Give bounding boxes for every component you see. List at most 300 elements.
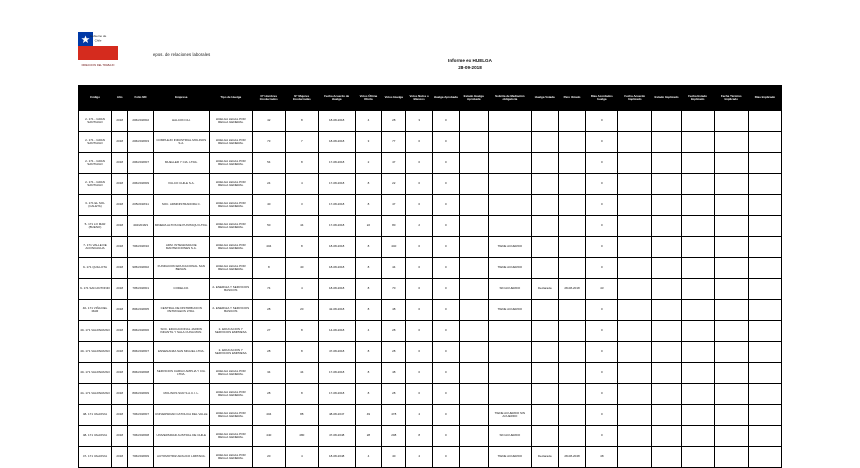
table-cell [748, 384, 781, 405]
table-cell [459, 174, 488, 195]
table-cell [748, 111, 781, 132]
table-cell [714, 174, 748, 195]
table-cell: 34 [252, 363, 285, 384]
table-cell: 8 [285, 111, 318, 132]
table-cell: 20 [252, 447, 285, 468]
table-cell: HALCON CH. [153, 111, 209, 132]
table-cell [748, 174, 781, 195]
table-cell: 0 [432, 363, 459, 384]
department-line: epos. de relaciones laborales [153, 52, 211, 57]
table-cell [488, 342, 531, 363]
table-cell: 0 [406, 321, 433, 342]
table-cell: HUELGA LEGAL POR REGLA GENERAL [209, 258, 252, 279]
table-cell: 18-08-2018 [318, 237, 355, 258]
table-cell [652, 384, 681, 405]
table-cell [459, 132, 488, 153]
table-cell: 74 [252, 279, 285, 300]
table-cell: HUELGA LEGAL POR REGLA GENERAL [209, 195, 252, 216]
table-cell [748, 300, 781, 321]
table-row [79, 321, 782, 342]
table-cell: 402/2018/1 [128, 216, 153, 237]
table-cell: 206/2018/07 [128, 153, 153, 174]
table-cell: 4 [285, 174, 318, 195]
table-cell: TIENE ACUERDO [488, 300, 531, 321]
table-cell [714, 111, 748, 132]
table-cell [714, 237, 748, 258]
table-cell: 2018 [111, 405, 127, 426]
table-cell [488, 321, 531, 342]
table-cell: HUELGA LEGAL POR REGLA GENERAL [209, 447, 252, 468]
report-table-container [78, 85, 782, 468]
table-cell: 8 [355, 300, 382, 321]
table-cell: 48-08-2047 [318, 405, 355, 426]
table-cell [488, 216, 531, 237]
table-cell: 8 [285, 153, 318, 174]
table-cell: 8 [355, 342, 382, 363]
table-cell: 49 [355, 405, 382, 426]
table-cell: 0 [432, 384, 459, 405]
table-cell: 0 [432, 195, 459, 216]
svg-text:Gobierno de: Gobierno de [89, 34, 107, 38]
column-header[interactable]: Fecha Acuerdo de Huelga [318, 86, 355, 111]
table-cell [652, 342, 681, 363]
table-cell: 706/2018/07 [128, 405, 153, 426]
column-header[interactable]: Año [111, 86, 127, 111]
table-cell: CODELCO. [153, 279, 209, 300]
table-cell: 2018 [111, 342, 127, 363]
table-cell: 4 [285, 447, 318, 468]
column-header[interactable]: N° Mujeres Involucradas [285, 86, 318, 111]
column-header[interactable]: Solicita de Mediación obligatoria [488, 86, 531, 111]
table-cell [488, 363, 531, 384]
table-cell: 2018 [111, 426, 127, 447]
table-cell [652, 111, 681, 132]
table-cell: 806/2018/06 [128, 321, 153, 342]
table-cell: 8 [285, 321, 318, 342]
table-cell: 208 [382, 426, 406, 447]
table-cell [681, 405, 714, 426]
table-row [79, 384, 782, 405]
table-cell: 17-08-2018 [318, 195, 355, 216]
table-cell: 4 [285, 279, 318, 300]
table-row [79, 279, 782, 300]
svg-text:Chile: Chile [94, 38, 102, 43]
table-cell: 28 [382, 111, 406, 132]
table-cell: UNIVERSIDAD AUSTRAL DE CHILE [153, 426, 209, 447]
table-cell: 7 [285, 132, 318, 153]
column-header[interactable]: Días Implicado [748, 86, 781, 111]
table-cell [714, 321, 748, 342]
table-cell: 206/2018/02 [128, 111, 153, 132]
table-row [79, 363, 782, 384]
table-cell: 206/2018/09 [128, 174, 153, 195]
table-cell: HUELGA LEGAL POR REGLA GENERAL [209, 153, 252, 174]
column-header[interactable]: Fecha Estado Implicado [681, 86, 714, 111]
table-cell [618, 384, 652, 405]
table-row [79, 405, 782, 426]
table-cell: 2018 [111, 279, 127, 300]
table-cell: 905/2018/02 [128, 258, 153, 279]
table-cell [681, 426, 714, 447]
table-cell [531, 405, 558, 426]
column-header[interactable]: Tipo de Huelga [209, 86, 252, 111]
table-cell [459, 237, 488, 258]
table-cell: 28 [382, 342, 406, 363]
table-cell: 404 [252, 405, 285, 426]
table-cell: 28-08-2048 [558, 447, 586, 468]
table-cell: 0 [586, 258, 618, 279]
table-cell [681, 216, 714, 237]
table-cell: 44 [382, 258, 406, 279]
table-cell: 8 [355, 258, 382, 279]
table-cell: HUELGA LEGAL POR REGLA GENERAL [209, 426, 252, 447]
table-cell [459, 384, 488, 405]
table-cell [459, 279, 488, 300]
table-cell: 0 [432, 426, 459, 447]
table-cell: CENTRAL DE DISTRIBUCION PETROLEOS LTDA. [153, 300, 209, 321]
table-cell: 0 [432, 216, 459, 237]
table-cell: 706/2018/09 [128, 447, 153, 468]
table-row [79, 174, 782, 195]
table-cell: 0 [432, 237, 459, 258]
table-cell [558, 258, 586, 279]
gobierno-de-chile-logo [78, 30, 118, 72]
table-cell: 42 [252, 111, 285, 132]
table-cell [618, 237, 652, 258]
table-cell: 0 [586, 132, 618, 153]
table-cell: 44 [285, 363, 318, 384]
table-cell: 40- 171 VALPARAISO [79, 363, 112, 384]
table-cell: 2018 [111, 363, 127, 384]
table-cell: 40 [285, 258, 318, 279]
table-cell: 205/2018/11 [128, 195, 153, 216]
table-cell: 2 [406, 216, 433, 237]
column-header[interactable]: Huelga Votada [531, 86, 558, 111]
table-cell: TIENE ACUERDO SIN ACUERDO [488, 405, 531, 426]
table-cell: 2- ENERGIA Y SERVICIOS BASICOS [209, 279, 252, 300]
table-cell: 20 [285, 300, 318, 321]
table-cell [652, 258, 681, 279]
table-cell: 0 [586, 174, 618, 195]
table-cell: 2- EDUCACION Y SERVICIOS EMPRESA [209, 342, 252, 363]
table-cell: 0 [586, 195, 618, 216]
table-cell: 2- 171 - GRAN SANTIAGO [79, 111, 112, 132]
table-cell [558, 426, 586, 447]
table-cell [459, 342, 488, 363]
report-table [78, 85, 782, 468]
table-cell [618, 216, 652, 237]
table-cell: 0 [586, 405, 618, 426]
table-cell: 440 [252, 426, 285, 447]
table-cell: 8 [355, 363, 382, 384]
table-cell: 48 [382, 300, 406, 321]
table-cell [714, 300, 748, 321]
table-cell: 706/2018/08 [128, 426, 153, 447]
table-cell: 8 [355, 279, 382, 300]
table-cell: 40- 171 VIÑA DEL MAR [79, 300, 112, 321]
table-cell: 0 [586, 153, 618, 174]
table-cell: 0 [586, 300, 618, 321]
table-cell: 0 [406, 132, 433, 153]
table-cell [652, 174, 681, 195]
table-cell: 0 [432, 174, 459, 195]
table-cell: 4 [406, 405, 433, 426]
table-cell: 17-08-2018 [318, 153, 355, 174]
table-cell [714, 153, 748, 174]
table-cell: 22 [382, 174, 406, 195]
table-cell: 440 [382, 237, 406, 258]
table-cell: 0 [432, 342, 459, 363]
table-cell [459, 111, 488, 132]
table-cell [531, 237, 558, 258]
column-header[interactable]: Código [79, 86, 112, 111]
column-header[interactable]: Días Acordados huelga [586, 86, 618, 111]
table-cell [652, 153, 681, 174]
table-row [79, 132, 782, 153]
table-cell [459, 321, 488, 342]
table-cell: HUELGA LEGAL POR REGLA GENERAL [209, 132, 252, 153]
table-cell: 2018 [111, 153, 127, 174]
table-cell: 705/2018/01 [128, 279, 153, 300]
svg-text:DIRECCION DEL TRABAJO: DIRECCION DEL TRABAJO [81, 64, 115, 67]
table-cell [714, 426, 748, 447]
table-cell: 17-08-2018 [318, 174, 355, 195]
table-cell [488, 111, 531, 132]
table-cell [748, 321, 781, 342]
column-header[interactable]: Paro Votado [558, 86, 586, 111]
table-cell: 8 [355, 174, 382, 195]
table-cell [618, 300, 652, 321]
table-cell: 48 [586, 447, 618, 468]
table-cell: 4 [355, 447, 382, 468]
table-cell [531, 384, 558, 405]
table-row [79, 426, 782, 447]
table-cell [681, 300, 714, 321]
table-cell: 47-08-2018 [318, 342, 355, 363]
table-cell [652, 300, 681, 321]
table-cell [618, 153, 652, 174]
table-cell: MINERA ALTOS DE PUNITAQUI LTDA. [153, 216, 209, 237]
column-header[interactable]: Folio MC [128, 86, 153, 111]
table-cell: UNIVERSIDAD CATOLICA DEL VALLE [153, 405, 209, 426]
table-cell: 2 [355, 153, 382, 174]
table-cell [748, 216, 781, 237]
table-cell: 3 [355, 132, 382, 153]
table-cell: 18-08-2018 [318, 132, 355, 153]
table-cell: 9- 171 QUILLOTA [79, 258, 112, 279]
column-header[interactable]: N° Hombres Involucrados [252, 86, 285, 111]
table-cell: 0 [586, 237, 618, 258]
table-cell [618, 321, 652, 342]
document-header [78, 30, 782, 78]
table-cell [488, 132, 531, 153]
table-cell: 0 [586, 342, 618, 363]
column-header[interactable]: Votos Nulos o Blancos [406, 86, 433, 111]
table-cell: 18-08-2018 [318, 111, 355, 132]
table-cell [681, 279, 714, 300]
table-cell: HUELGA LEGAL POR REGLA GENERAL [209, 363, 252, 384]
table-cell: HUELGA LEGAL POR REGLA GENERAL [209, 405, 252, 426]
table-cell: 28-08-2018 [558, 279, 586, 300]
table-cell: 22 [355, 216, 382, 237]
table-cell [681, 174, 714, 195]
column-header[interactable]: Estado Implicado [652, 86, 681, 111]
table-cell: 47 [382, 153, 406, 174]
table-cell [531, 132, 558, 153]
table-cell [714, 405, 748, 426]
table-cell: 2- ENERGIA Y SERVICIOS BASICOS [209, 300, 252, 321]
table-cell [558, 195, 586, 216]
table-cell [531, 153, 558, 174]
table-cell [558, 111, 586, 132]
table-cell: Declarada [531, 279, 558, 300]
table-cell: 44 [285, 216, 318, 237]
table-cell: 54 [252, 153, 285, 174]
table-cell [681, 258, 714, 279]
table-cell: 48- 171 VALDIVIA [79, 426, 112, 447]
table-cell: ADM. INTEGRADA DE MANTENCIONES S.A. [153, 237, 209, 258]
column-header[interactable]: Votos Última Oferta [355, 86, 382, 111]
table-cell: 478 [382, 405, 406, 426]
table-cell [618, 195, 652, 216]
table-cell: AUTOMOTRIZ ARAUCO LIMITADA. [153, 447, 209, 468]
table-cell: 0 [406, 237, 433, 258]
table-cell: 47 [382, 195, 406, 216]
table-cell: 4 [355, 321, 382, 342]
table-cell: 17-08-2018 [318, 384, 355, 405]
table-cell: HUELGA LEGAL POR REGLA GENERAL [209, 174, 252, 195]
table-cell [531, 426, 558, 447]
table-cell [618, 132, 652, 153]
table-cell: HUELGA LEGAL POR REGLA GENERAL [209, 111, 252, 132]
table-cell: 0 [432, 111, 459, 132]
table-cell: 2018 [111, 447, 127, 468]
table-cell: 8 [406, 426, 433, 447]
table-cell: SIN ACUERDO [488, 426, 531, 447]
table-cell: 0 [406, 300, 433, 321]
table-cell: 88 [285, 405, 318, 426]
table-cell [531, 216, 558, 237]
column-header[interactable]: Fecha Término Implicado [714, 86, 748, 111]
table-cell [681, 384, 714, 405]
table-cell [748, 195, 781, 216]
table-cell [652, 363, 681, 384]
table-row [79, 111, 782, 132]
table-row [79, 342, 782, 363]
table-cell: 0 [432, 132, 459, 153]
table-cell: 0 [432, 405, 459, 426]
table-cell: 0 [432, 300, 459, 321]
table-cell: 42-08-2018 [318, 300, 355, 321]
table-cell: 8 [355, 384, 382, 405]
column-header[interactable]: Fecha Acuerdo Implicado [618, 86, 652, 111]
table-cell [618, 258, 652, 279]
table-cell: 2018 [111, 321, 127, 342]
table-cell [531, 174, 558, 195]
table-cell: 14-08-2018 [318, 321, 355, 342]
table-cell [558, 384, 586, 405]
column-header[interactable]: Empresa [153, 86, 209, 111]
table-row [79, 258, 782, 279]
table-cell: 5- 171 LO MAR (BUENO) [79, 216, 112, 237]
table-cell: TIENE ACUERDO [488, 258, 531, 279]
table-cell: 28 [252, 342, 285, 363]
column-header[interactable]: Estado Huelga Aprobada [459, 86, 488, 111]
table-cell: 0 [406, 195, 433, 216]
table-row [79, 237, 782, 258]
table-cell: 8 [285, 237, 318, 258]
table-row [79, 153, 782, 174]
table-cell [531, 363, 558, 384]
table-cell: 8 [285, 342, 318, 363]
table-cell [531, 300, 558, 321]
table-cell [558, 300, 586, 321]
table-cell [531, 321, 558, 342]
table-cell [652, 237, 681, 258]
title-date: 28-09-2018 [458, 64, 482, 70]
column-header[interactable]: Huelga Aprobada [432, 86, 459, 111]
table-cell: 40 [382, 447, 406, 468]
table-cell: 0 [432, 258, 459, 279]
table-cell: 2- 171 - GRAN SANTIAGO [79, 153, 112, 174]
table-cell: 24 [252, 174, 285, 195]
table-cell: 206/2018/03 [128, 132, 153, 153]
table-cell [459, 405, 488, 426]
table-cell: 2018 [111, 300, 127, 321]
table-cell: 2018 [111, 132, 127, 153]
table-cell [558, 321, 586, 342]
table-cell [459, 195, 488, 216]
table-cell: 17-08-2018 [318, 363, 355, 384]
title-text: Informe ex HUELGA [448, 58, 492, 63]
page-title [380, 58, 560, 72]
table-cell [459, 153, 488, 174]
table-cell [652, 216, 681, 237]
table-cell [488, 195, 531, 216]
table-cell: 8 [355, 237, 382, 258]
table-cell: 48 [382, 363, 406, 384]
table-cell: 404 [252, 237, 285, 258]
table-cell: 28 [252, 300, 285, 321]
table-cell: 18-08-2048 [318, 447, 355, 468]
table-cell: HUELGA LEGAL POR REGLA GENERAL [209, 216, 252, 237]
table-cell [748, 153, 781, 174]
table-cell: 8 [252, 258, 285, 279]
table-cell [714, 132, 748, 153]
table-cell: 43 [586, 279, 618, 300]
table-cell [681, 195, 714, 216]
table-cell: 73 [252, 132, 285, 153]
table-cell: VULCO CHILE S.A. [153, 174, 209, 195]
table-cell [652, 405, 681, 426]
column-header[interactable]: Votos Huelga [382, 86, 406, 111]
table-cell [488, 174, 531, 195]
table-cell: 806/2018/07 [128, 342, 153, 363]
table-cell [748, 426, 781, 447]
table-cell: 0 [406, 258, 433, 279]
table-cell: 2018 [111, 258, 127, 279]
table-row [79, 195, 782, 216]
table-cell [681, 237, 714, 258]
table-cell: 4 [355, 111, 382, 132]
table-cell: SIN ACUERDO [488, 279, 531, 300]
table-cell [714, 363, 748, 384]
table-cell [459, 216, 488, 237]
table-cell [558, 405, 586, 426]
table-cell: 8 [355, 195, 382, 216]
table-cell [681, 132, 714, 153]
table-cell [652, 426, 681, 447]
